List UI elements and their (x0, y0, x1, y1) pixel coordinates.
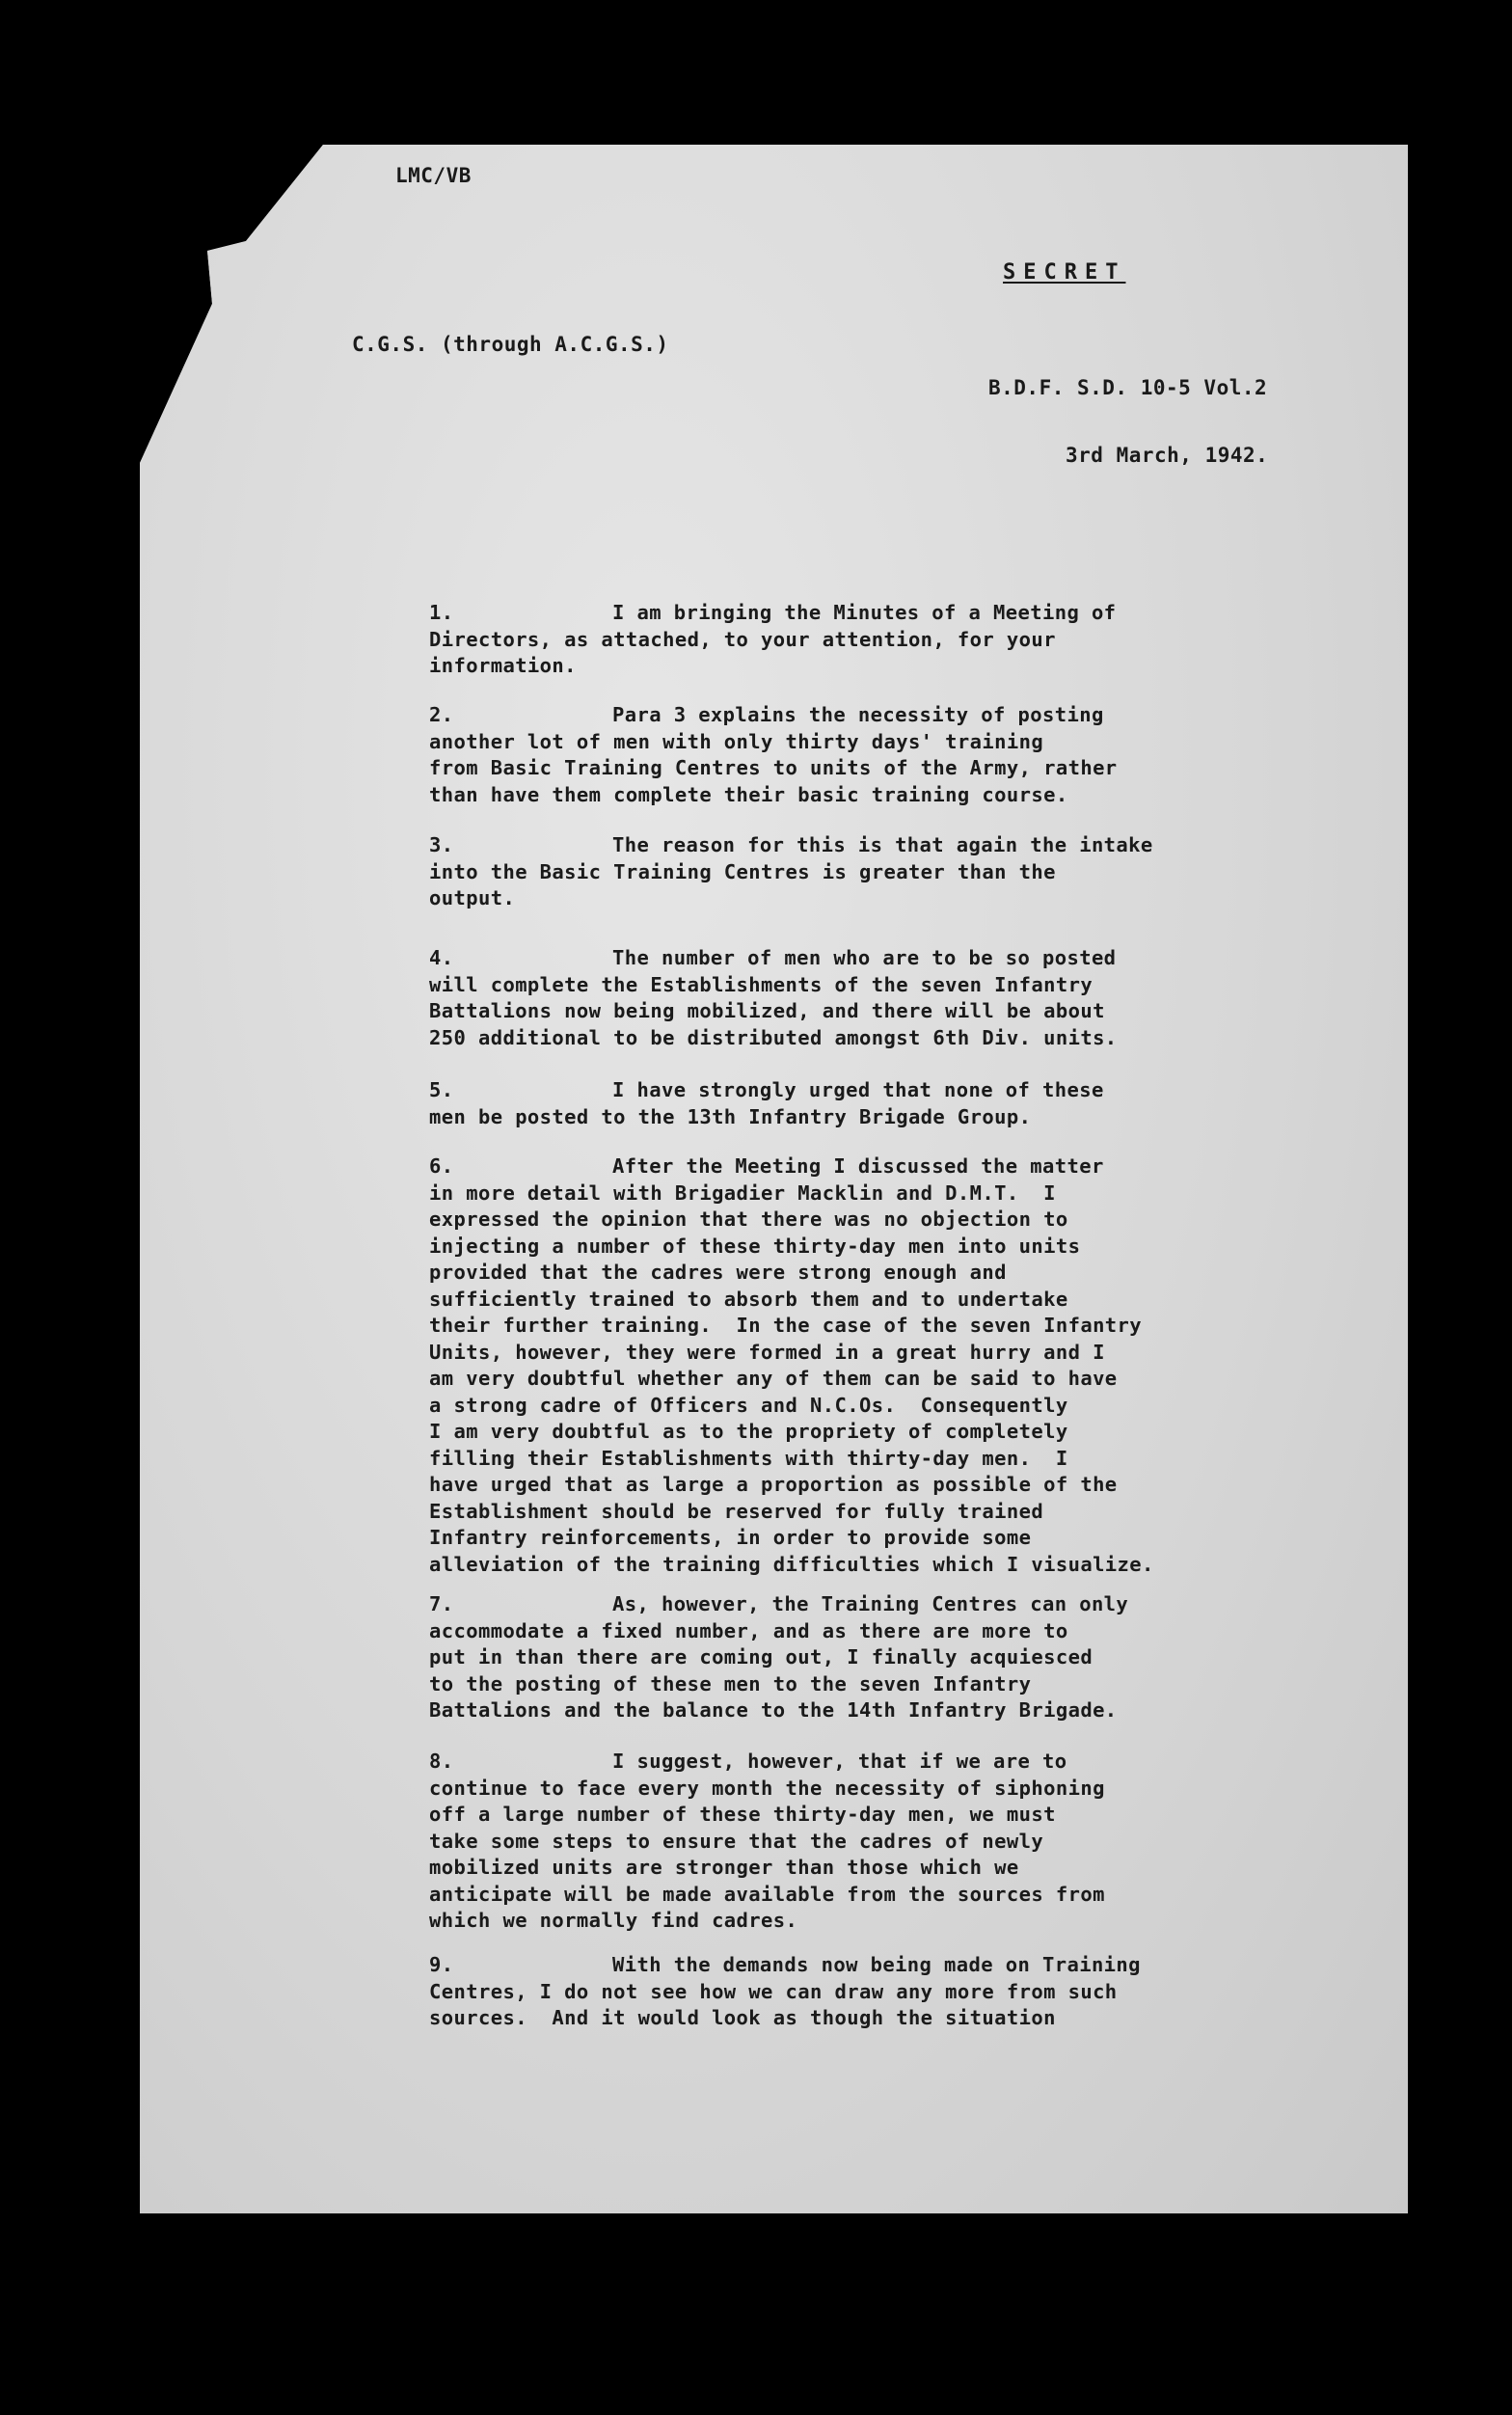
paragraph-line (429, 1393, 1154, 1420)
paragraph-text: Battalions now being mobilized, and there will be about (429, 999, 1105, 1022)
paragraph-line (429, 1952, 1141, 1979)
paragraph-line (429, 1591, 1128, 1618)
paragraph-number: 7. (429, 1592, 454, 1615)
paragraph-4 (429, 945, 1118, 1051)
paragraph-text: Units, however, they were formed in a great hurry and I (429, 1340, 1105, 1364)
paragraph-5 (429, 1077, 1104, 1130)
paragraph-line (429, 1446, 1154, 1473)
paragraph-text: 250 additional to be distributed amongst 6th Div. units. (429, 1025, 1118, 1049)
paragraph-text: to the posting of these men to the seven Infantry (429, 1671, 1032, 1696)
paragraph-line (429, 1979, 1141, 2006)
paragraph-line (429, 1077, 1104, 1104)
paragraph-text: information. (429, 654, 577, 677)
paragraph-text: sufficiently trained to absorb them and to undertake (429, 1287, 1068, 1311)
paragraph-number: 5. (429, 1078, 454, 1101)
classification-stamp: SECRET (1003, 260, 1126, 285)
paragraph-line (429, 1287, 1154, 1314)
paragraph-text: another lot of men with only thirty days' training (429, 729, 1044, 753)
paragraph-text: their further training. In the case of the seven Infantry (429, 1314, 1143, 1337)
paragraph-line (429, 1671, 1128, 1698)
paragraph-text: Battalions and the balance to the 14th Infantry Brigade. (429, 1698, 1118, 1722)
paragraph-text: With the demands now being made on Training (612, 1953, 1141, 1976)
paragraph-line (429, 1207, 1154, 1234)
paragraph-line (429, 1234, 1154, 1261)
paragraph-line (429, 859, 1153, 886)
paragraph-1 (429, 600, 1116, 680)
paragraph-line (429, 1829, 1105, 1856)
paragraph-line (429, 1025, 1118, 1052)
paragraph-text: As, however, the Training Centres can only (612, 1592, 1129, 1615)
paragraph-line (429, 1552, 1154, 1579)
paragraph-line (429, 1776, 1105, 1803)
paragraph-line (429, 755, 1118, 782)
paragraph-text: Establishment should be reserved for fully trained (429, 1499, 1044, 1523)
paragraph-text: I am bringing the Minutes of a Meeting of (612, 601, 1117, 624)
paragraph-line (429, 1749, 1105, 1776)
paragraph-number: 9. (429, 1953, 454, 1976)
paragraph-text: than have them complete their basic training course. (429, 782, 1068, 806)
paragraph-text: accommodate a fixed number, and as there are more to (429, 1618, 1068, 1642)
paragraph-text: injecting a number of these thirty-day men into units (429, 1234, 1081, 1258)
paragraph-text: Directors, as attached, to your attention, for your (429, 627, 1056, 651)
paragraph-line (429, 627, 1116, 654)
file-reference: B.D.F. S.D. 10-5 Vol.2 (988, 376, 1268, 399)
paragraph-line (429, 1260, 1154, 1287)
paragraph-number: 2. (429, 703, 454, 726)
paragraph-line (429, 1499, 1154, 1526)
paragraph-number: 8. (429, 1750, 454, 1773)
paragraph-text: am very doubtful whether any of them can be said to have (429, 1367, 1118, 1390)
paragraph-text: take some steps to ensure that the cadres of newly (429, 1829, 1044, 1853)
paragraph-text: output. (429, 886, 516, 909)
paragraph-line (429, 1802, 1105, 1829)
paragraph-line (429, 885, 1153, 912)
paragraph-text: a strong cadre of Officers and N.C.Os. Consequently (429, 1393, 1068, 1417)
paragraph-line (429, 1153, 1154, 1180)
paragraph-line (429, 1180, 1154, 1208)
letter-date: 3rd March, 1942. (1066, 444, 1269, 467)
paragraph-text: I am very doubtful as to the propriety of completely (429, 1420, 1068, 1443)
paragraph-text: off a large number of these thirty-day men, we must (429, 1803, 1056, 1826)
paragraph-text: Infantry reinforcements, in order to provide some (429, 1526, 1032, 1549)
paragraph-number: 4. (429, 946, 454, 969)
paragraph-line (429, 1644, 1128, 1671)
paragraph-text: anticipate will be made available from the sources from (429, 1882, 1105, 1906)
paragraph-line (429, 729, 1118, 756)
paragraph-text: continue to face every month the necessity of siphoning (429, 1776, 1105, 1800)
paragraph-line (429, 1855, 1105, 1882)
paragraph-line (429, 2005, 1141, 2032)
paragraph-7 (429, 1591, 1128, 1724)
paragraph-text: filling their Establishments with thirty-day men. I (429, 1446, 1068, 1470)
paragraph-text: mobilized units are stronger than those which we (429, 1856, 1019, 1879)
paragraph-text: Para 3 explains the necessity of posting (612, 703, 1104, 726)
paragraph-text: After the Meeting I discussed the matter (612, 1154, 1104, 1178)
paragraph-text: which we normally find cadres. (429, 1909, 798, 1932)
paragraph-text: will complete the Establishments of the seven Infantry (429, 972, 1094, 996)
paragraph-text: men be posted to the 13th Infantry Brigade Group. (429, 1104, 1032, 1128)
paragraph-text: expressed the opinion that there was no objection to (429, 1208, 1068, 1231)
paragraph-line (429, 1419, 1154, 1446)
paragraph-8 (429, 1749, 1105, 1935)
paragraph-line (429, 1313, 1154, 1340)
reference-initials: LMC/VB (395, 164, 472, 187)
paragraph-3 (429, 832, 1153, 912)
paragraph-line (429, 600, 1116, 627)
paragraph-line (429, 832, 1153, 859)
paragraph-number: 6. (429, 1154, 454, 1178)
paragraph-text: provided that the cadres were strong enough and (429, 1261, 1007, 1284)
paragraph-text: The number of men who are to be so posted (612, 946, 1117, 969)
addressee: C.G.S. (through A.C.G.S.) (352, 333, 669, 356)
paragraph-line (429, 1908, 1105, 1935)
paragraph-line (429, 998, 1118, 1025)
paragraph-text: have urged that as large a proportion as possible of the (429, 1473, 1118, 1496)
paragraph-text: alleviation of the training difficulties which I visualize. (429, 1552, 1154, 1576)
paragraph-text: I have strongly urged that none of these (612, 1078, 1104, 1101)
paragraph-text: from Basic Training Centres to units of the Army, rather (429, 756, 1118, 779)
paragraph-line (429, 653, 1116, 680)
paragraph-6 (429, 1153, 1154, 1578)
paragraph-line (429, 1618, 1128, 1645)
paragraph-line (429, 1104, 1104, 1131)
paragraph-line (429, 972, 1118, 999)
paragraph-line (429, 1697, 1128, 1724)
paragraph-line (429, 702, 1118, 729)
paragraph-number: 3. (429, 833, 454, 856)
paragraph-number: 1. (429, 601, 454, 624)
paragraph-text: I suggest, however, that if we are to (612, 1750, 1067, 1773)
paragraph-9 (429, 1952, 1141, 2032)
paragraph-text: put in than there are coming out, I finally acquiesced (429, 1645, 1094, 1669)
paragraph-line (429, 1525, 1154, 1552)
paragraph-text: Centres, I do not see how we can draw any more from such (429, 1979, 1118, 2003)
paragraph-line (429, 945, 1118, 972)
paragraph-line (429, 1366, 1154, 1393)
paragraph-2 (429, 702, 1118, 808)
paragraph-line (429, 1882, 1105, 1909)
paragraph-line (429, 1340, 1154, 1367)
paragraph-text: in more detail with Brigadier Macklin and D.M.T. I (429, 1180, 1056, 1205)
paragraph-line (429, 782, 1118, 809)
paragraph-text: The reason for this is that again the intake (612, 833, 1153, 856)
paragraph-line (429, 1472, 1154, 1499)
paragraph-text: into the Basic Training Centres is greater than the (429, 859, 1056, 883)
paragraph-text: sources. And it would look as though the situation (429, 2006, 1056, 2029)
